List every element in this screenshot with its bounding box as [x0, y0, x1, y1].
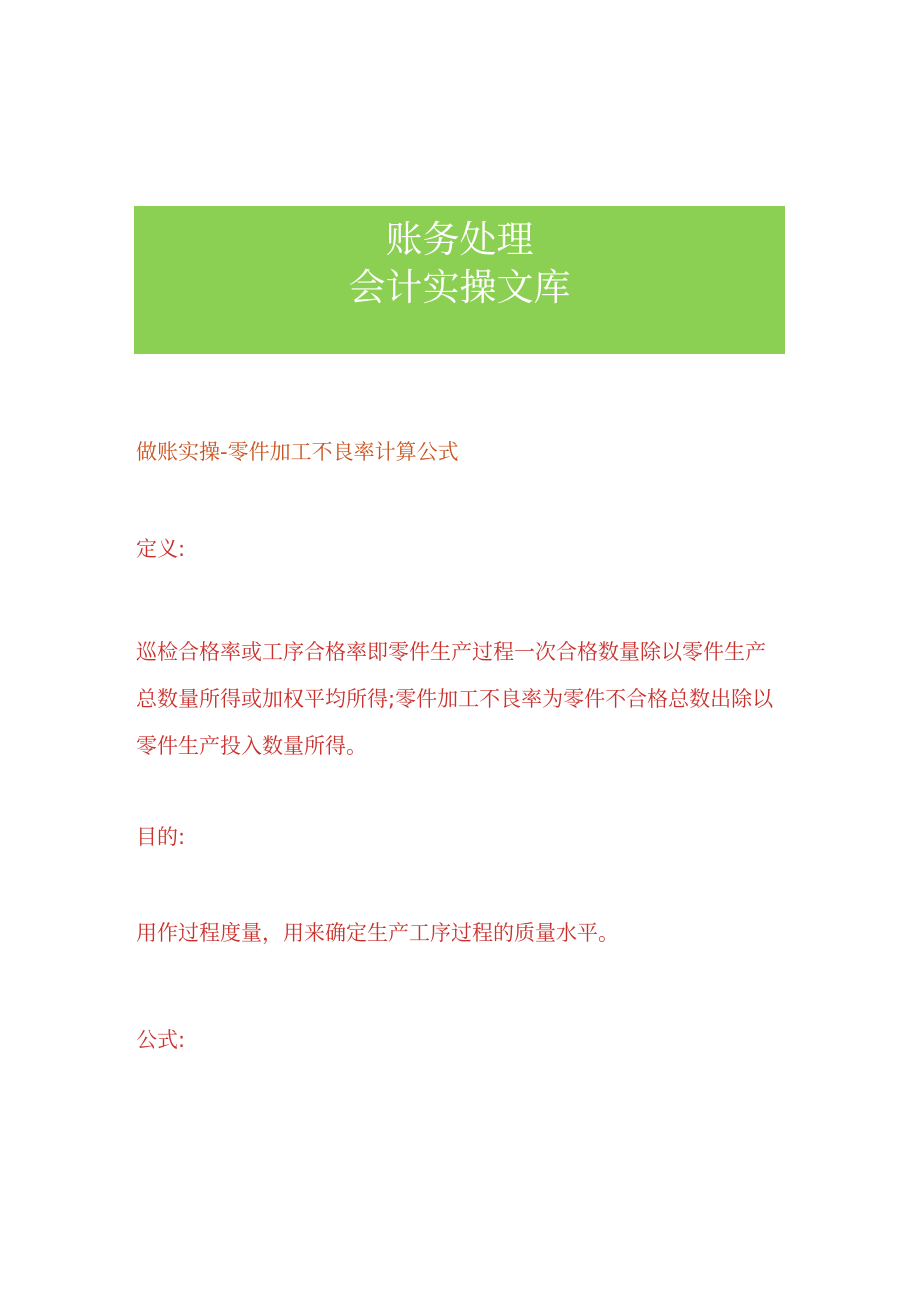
- banner-subtitle: 会计实操文库: [348, 266, 571, 309]
- purpose-label: 目的:: [136, 825, 186, 849]
- formula-label: 公式:: [136, 1028, 186, 1052]
- header-banner: [134, 206, 785, 354]
- banner-title: 账务处理: [385, 218, 534, 261]
- purpose-paragraph: 用作过程度量，用来确定生产工序过程的质量水平。: [136, 921, 619, 945]
- definition-label: 定义:: [136, 537, 186, 561]
- definition-paragraph: 巡检合格率或工序合格率即零件生产过程一次合格数量除以零件生产总数量所得或加权平均所得;零件加工不良率为零件不合格总数出除以零件生产投入数量所得。: [136, 640, 774, 758]
- document-title: 做账实操-零件加工不良率计算公式: [136, 440, 459, 464]
